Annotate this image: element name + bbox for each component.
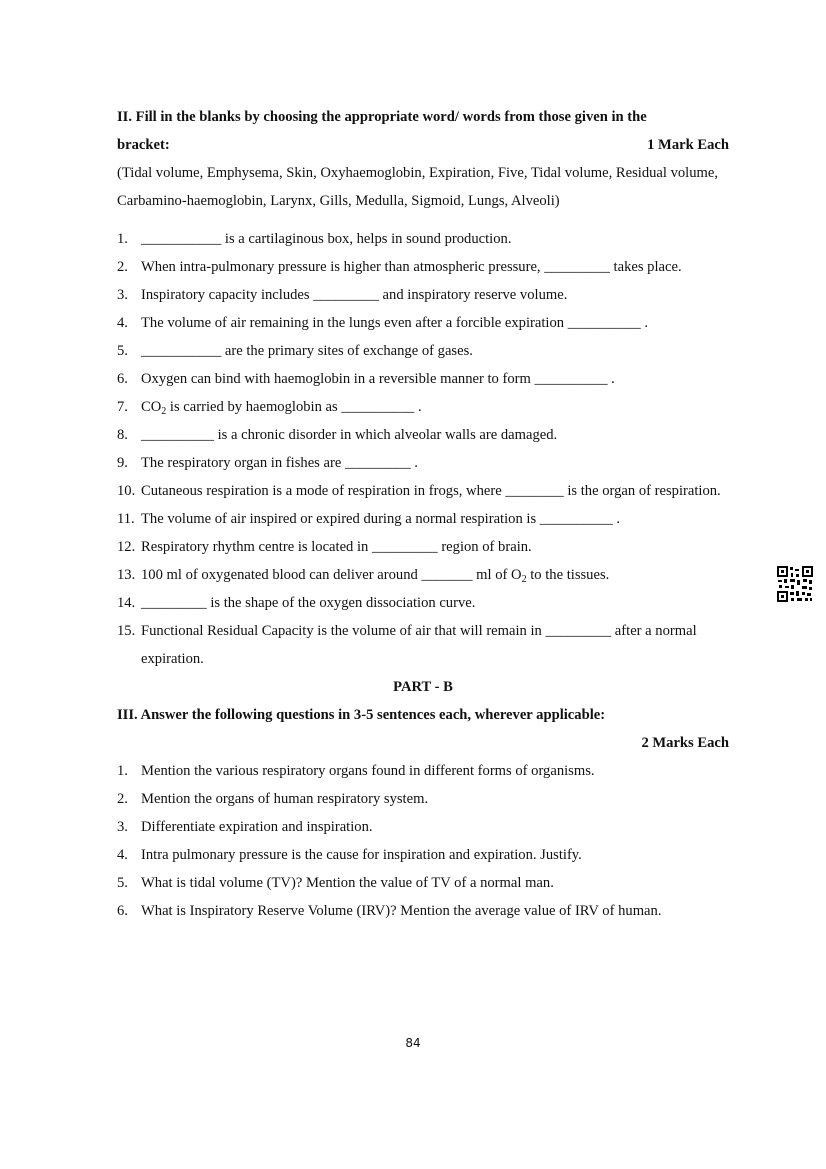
short-answer-list bbox=[117, 757, 729, 925]
list-item: 5. What is tidal volume (TV)? Mention the value of TV of a normal man. bbox=[117, 875, 554, 891]
part-b-title: PART - B bbox=[393, 679, 453, 695]
list-item: 11. The volume of air inspired or expired during a normal respiration is __________ . bbox=[117, 511, 621, 527]
list-item: 13. 100 ml of oxygenated blood can deliver around _______ ml of $O_2$ to the tissues. bbox=[117, 567, 610, 585]
list-item: 1. Mention the various respiratory organs found in different forms of organisms. bbox=[117, 763, 595, 779]
qr-code-icon[interactable] bbox=[776, 565, 814, 603]
list-item: 9. The respiratory organ in fishes are _________ . bbox=[117, 455, 418, 471]
page-number: 84 bbox=[405, 1036, 421, 1050]
list-item: 4. The volume of air remaining in the lungs even after a forcible expiration __________ . bbox=[117, 315, 648, 331]
list-item: 6. What is Inspiratory Reserve Volume (IRV)? Mention the average value of IRV of human. bbox=[117, 903, 662, 919]
list-item: 4. Intra pulmonary pressure is the cause for inspiration and expiration. Justify. bbox=[117, 847, 582, 863]
list-item: 5. ___________ are the primary sites of exchange of gases. bbox=[117, 343, 473, 359]
list-item: 15. Functional Residual Capacity is the volume of air that will remain in _________ after a normal expiration. bbox=[117, 623, 697, 667]
section-2-heading-row bbox=[117, 131, 729, 159]
list-item: 10. Cutaneous respiration is a mode of respiration in frogs, where ________ is the organ of respiration. bbox=[117, 483, 721, 499]
fill-blanks-list bbox=[117, 225, 729, 673]
document-page bbox=[117, 103, 729, 925]
section-3-marks: 2 Marks Each bbox=[641, 735, 729, 751]
list-item: 1. ___________ is a cartilaginous box, helps in sound production. bbox=[117, 231, 512, 247]
list-item: 14. _________ is the shape of the oxygen dissociation curve. bbox=[117, 595, 476, 611]
section-3-heading: III. Answer the following questions in 3-5 sentences each, wherever applicable: bbox=[117, 707, 606, 723]
list-item: 3. Inspiratory capacity includes _________ and inspiratory reserve volume. bbox=[117, 287, 568, 303]
list-item: 2. Mention the organs of human respiratory system. bbox=[117, 791, 429, 807]
section-2-heading: II. Fill in the blanks by choosing the appropriate word/ words from those given in the bbox=[117, 109, 647, 125]
list-item: 8. __________ is a chronic disorder in which alveolar walls are damaged. bbox=[117, 427, 558, 443]
word-bank: (Tidal volume, Emphysema, Skin, Oxyhaemoglobin, Expiration, Five, Tidal volume, Residual volume, Carbamino-haemoglobin, Larynx, Gills, Medulla, Sigmoid, Lungs, Alveoli) bbox=[117, 165, 719, 209]
list-item: 3. Differentiate expiration and inspiration. bbox=[117, 819, 373, 835]
list-item: 12. Respiratory rhythm centre is located in _________ region of brain. bbox=[117, 539, 532, 555]
list-item: 6. Oxygen can bind with haemoglobin in a reversible manner to form __________ . bbox=[117, 371, 615, 387]
list-item: 7. $CO_2$ is carried by haemoglobin as __________ . bbox=[117, 399, 422, 417]
section-2-marks: 1 Mark Each bbox=[647, 137, 729, 153]
section-2-heading-cont: bracket: bbox=[117, 137, 170, 153]
list-item: 2. When intra-pulmonary pressure is higher than atmospheric pressure, _________ takes place. bbox=[117, 259, 682, 275]
